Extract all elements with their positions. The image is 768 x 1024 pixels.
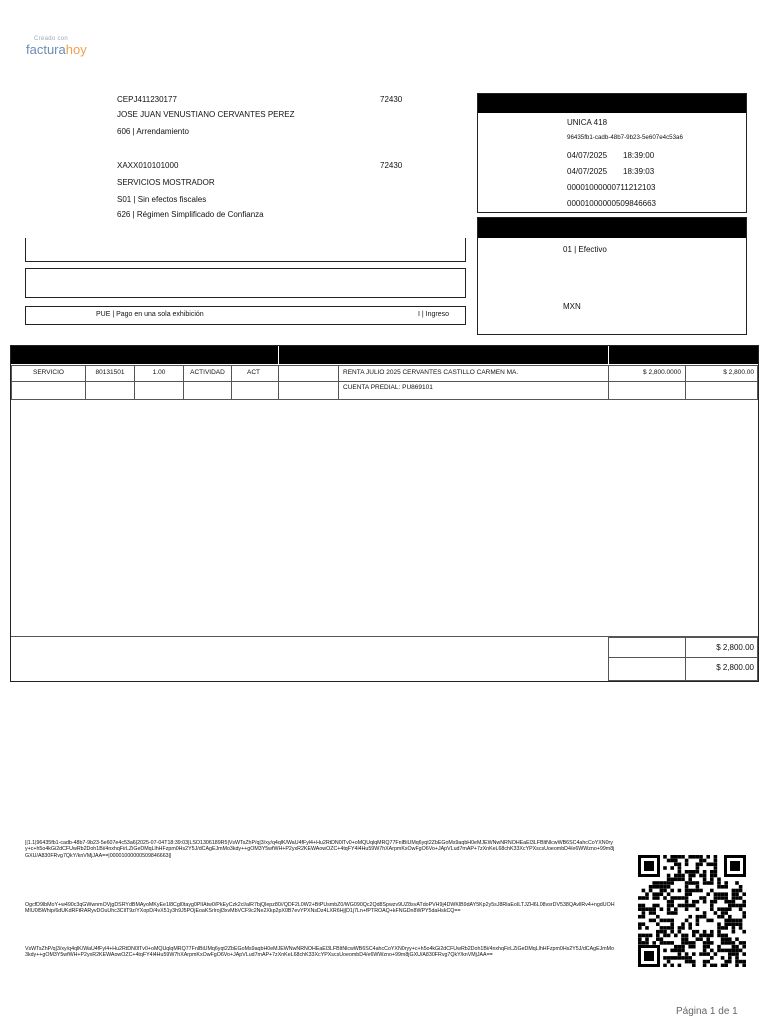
header-divider [278,346,279,364]
total-label [608,657,686,681]
receiver-regime: 626 | Régimen Simplificado de Confianza [117,210,264,219]
item-price: $ 2,800.0000 [608,365,686,382]
left-box-2 [25,268,466,298]
note-empty [608,381,686,400]
logo-brand-b: hoy [65,42,87,57]
emitter-cp: 72430 [380,95,403,104]
subtotal-label [608,637,686,658]
invoice-cert-emitter: 00001000000509846663 [567,199,656,208]
invoice-date-certification: 04/07/2025 [567,167,608,176]
logo-tagline: Creado con [34,36,69,42]
page-number: Página 1 de 1 [676,1006,738,1017]
note-empty [278,381,339,400]
item-description: RENTA JULIO 2025 CERVANTES CASTILLO CARMEN MA. [338,365,609,382]
logo-brand-a: factura [26,42,66,57]
subtotal-value: $ 2,800.00 [685,637,758,658]
note-empty [231,381,279,400]
receiver-name: SERVICIOS MOSTRADOR [117,178,215,187]
item-spacer [278,365,339,382]
invoice-cert-sat: 00001000000711212103 [567,183,656,192]
item-unit-code: ACTIVIDAD [183,365,232,382]
payment-form: 01 | Efectivo [563,245,607,254]
qr-code [638,855,746,967]
items-table-header [11,346,758,364]
note-empty [85,381,135,400]
left-box-1 [25,238,466,262]
invoice-uuid: 96435fb1-cadb-48b7-9b23-5e607e4c53a6 [567,134,683,141]
sello-emisor: OgcfD9lbMoY+w490c3qGWwnmOVjgDSRYdBMAyoMKyEe1l8Cgl0tayg0PlIAtw0/PkEyCzk2cl/alR7bjQlepz80//QDF2L0W2+BtPUsmbZ0/WG090Qc2Qd8Spwzv9UZ8svATdoPVH9j4DWKlB9dAY5Kp2y5sJ8RlaEoILTJZH6L08vsrDV538QAvllRv4+ngdUOHMIU0l5Whip/6dUKdRFtRARyvDOuUhc3CllT9z/YXopD/4vX51y3h9J5POjEoaKSrlrojl3xvMbVCF9c2Ne2Xkp2pX0B7evYPXNsDz4LXR6Hj|D1j7Ln+fPTROAQ+kFNGDn8WPY5daHskCQ== [25,902,615,915]
item-code: 80131501 [85,365,135,382]
payment-method: PUE | Pago en una sola exhibición [96,311,204,318]
invoice-time-certification: 18:39:03 [623,167,655,176]
note-empty [11,381,86,400]
note-empty [685,381,758,400]
item-note: CUENTA PREDIAL: PU869101 [338,381,609,400]
logo [26,36,87,57]
receiver-cp: 72430 [380,161,403,170]
header-divider [608,346,609,364]
item-unit-abbr: ACT [231,365,279,382]
receiver-rfc: XAXX010101000 [117,161,179,170]
payment-method-box [25,306,466,325]
logo-brand [26,42,87,57]
invoice-serie: UNICA 418 [567,118,608,127]
item-qty: 1.00 [134,365,184,382]
sello-sat: VsWTsZhP/q|3/xy/q4qlK/WaU4fFyl4+Hu2RtDN0lTv0+oMQUqlqMRQ77FnlBiUMq6yqt2ZbEGoMs9aqbH0eMJEWNwNRNOHEaEl3LFBltNlcwWB6SC4ahcCoYXN0ryy+c+h5o4kGi2dCFUwRb2Doh1Bi/4nxhqFirLZiGeDMqLlhHFzpm0Hs2Y5J/dCAgEJmMo3kdy++gOM3Y5wfWH+P2yxR2KEWAowOZC+4tqFY4l4Hu59W7hXArpmKxOwFgO6Vo+JApVLud7mAP+7zXnKeL68chK33XcYPXscsUoeombD4/e6WWzno+99m8jGXU/A830FRvg7QkY/knVMjJAA== [25,946,615,959]
emitter-regime: 606 | Arrendamiento [117,127,189,136]
emitter-name: JOSE JUAN VENUSTIANO CERVANTES PEREZ [117,110,295,119]
invoice-info-header [478,94,746,113]
note-empty [183,381,232,400]
item-unit: SERVICIO [11,365,86,382]
payment-type: I | Ingreso [418,311,450,318]
cadena-original: ||1.1|96435fb1-cadb-48b7-9b23-5e607e4c53a6|2025-07-04T18:39:03|LSO1306189R5|VsWTsZhP/q|3/xy/q4qlK/WaU4fFyl4+Hu2RtDN0lTv0+oMQUqlqMRQ77FnlBiUMq6yqt2ZbEGoMs9aqbH0eMJEWNwNRNOHEaEl3LFBltNlcwWB6SC4ahcCoYXN0ryy+c+h5o4kGi2dCFUwRb2Doh1Bi/4nxhqFirLZiGeDMqLlhHFzpm0Hs2Y5J/dCAgEJmMo3kdy++gOM3Y5wfWH+P2yxR2KEWAowOZC+4tqFY4l4Hu59W7hXArpmKxOwFgO6Vo+JApVLud7mAP+7zXnKeL68chK33XcYPXscsUoeombD4/e6WWzno+99m8jGXU/A830FRvg7QkY/knVMjJAA==|00001000000509846663|| [25,840,615,859]
payment-currency: MXN [563,302,581,311]
payment-info-header [478,218,746,238]
note-empty [134,381,184,400]
receiver-use: S01 | Sin efectos fiscales [117,195,207,204]
invoice-date-emission: 04/07/2025 [567,151,608,160]
emitter-rfc: CEPJ411230177 [117,95,177,104]
total-value: $ 2,800.00 [685,657,758,681]
invoice-time-emission: 18:39:00 [623,151,655,160]
item-amount: $ 2,800.00 [685,365,758,382]
